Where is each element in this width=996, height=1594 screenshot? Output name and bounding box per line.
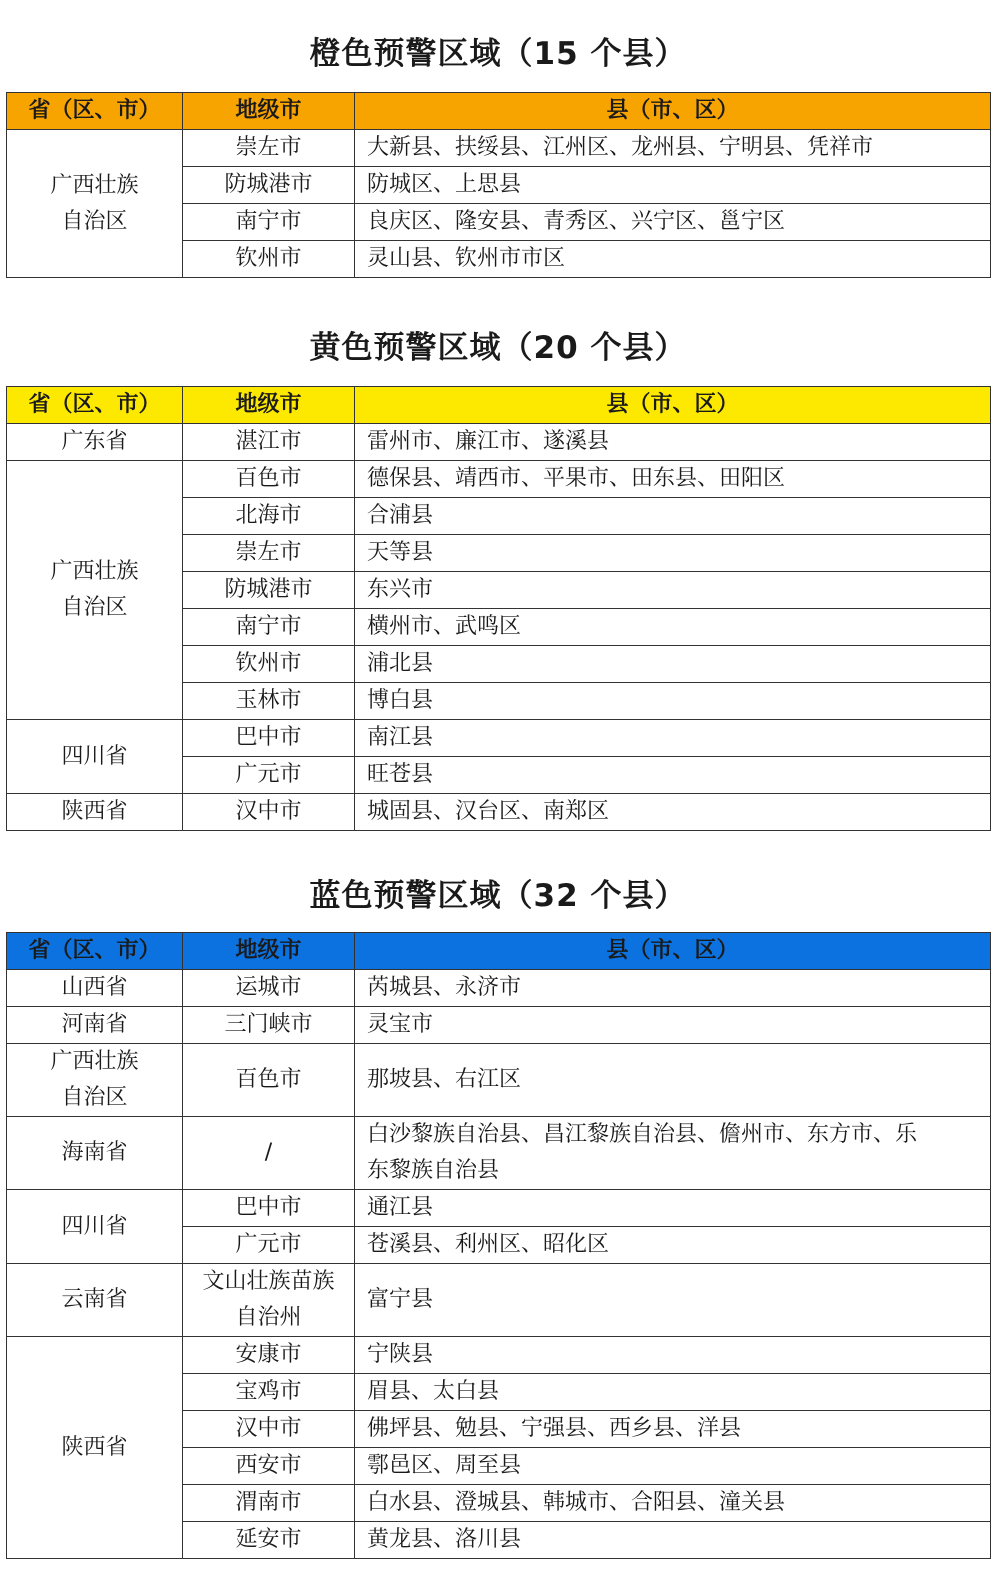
county-cell: 眉县、太白县 — [355, 1374, 991, 1411]
table-row — [7, 130, 991, 167]
city-cell: 巴中市 — [183, 1190, 355, 1227]
city-cell: 湛江市 — [183, 424, 355, 461]
city-cell: 延安市 — [183, 1522, 355, 1559]
city-cell: 南宁市 — [183, 204, 355, 241]
city-cell: 西安市 — [183, 1448, 355, 1485]
county-cell: 灵山县、钦州市市区 — [355, 241, 991, 278]
table-row — [7, 794, 991, 831]
table-row — [7, 461, 991, 498]
county-cell: 合浦县 — [355, 498, 991, 535]
county-cell: 黄龙县、洛川县 — [355, 1522, 991, 1559]
city-cell: 百色市 — [183, 461, 355, 498]
city-cell: 宝鸡市 — [183, 1374, 355, 1411]
city-cell: 运城市 — [183, 970, 355, 1007]
blue-section-title: 蓝色预警区域（32 个县） — [309, 878, 687, 914]
city-cell: 三门峡市 — [183, 1007, 355, 1044]
province-cell: 山西省 — [7, 970, 183, 1007]
table-row — [7, 424, 991, 461]
orange-warning-table — [6, 92, 991, 278]
city-cell: 百色市 — [183, 1044, 355, 1117]
province-cell: 陕西省 — [7, 794, 183, 831]
city-cell: 安康市 — [183, 1337, 355, 1374]
header-county: 县（市、区） — [355, 387, 991, 424]
county-cell: 天等县 — [355, 535, 991, 572]
county-cell: 德保县、靖西市、平果市、田东县、田阳区 — [355, 461, 991, 498]
table-row — [7, 720, 991, 757]
county-cell: 富宁县 — [355, 1264, 991, 1337]
table-row — [7, 1044, 991, 1117]
table-row — [7, 970, 991, 1007]
county-cell: 横州市、武鸣区 — [355, 609, 991, 646]
city-cell — [183, 1264, 355, 1337]
county-cell: 良庆区、隆安县、青秀区、兴宁区、邕宁区 — [355, 204, 991, 241]
county-cell: 鄠邑区、周至县 — [355, 1448, 991, 1485]
blue-warning-table — [6, 932, 991, 1559]
city-cell: 渭南市 — [183, 1485, 355, 1522]
city-cell: 玉林市 — [183, 683, 355, 720]
county-cell: 城固县、汉台区、南郑区 — [355, 794, 991, 831]
table-row — [7, 1007, 991, 1044]
table-row — [7, 1190, 991, 1227]
county-cell: 防城区、上思县 — [355, 167, 991, 204]
city-cell: 南宁市 — [183, 609, 355, 646]
county-cell: 旺苍县 — [355, 757, 991, 794]
table-row — [7, 1337, 991, 1374]
table-row — [7, 1264, 991, 1337]
yellow-section-title: 黄色预警区域（20 个县） — [309, 330, 687, 366]
province-cell: 广东省 — [7, 424, 183, 461]
table-header-row — [7, 93, 991, 130]
city-cell: 汉中市 — [183, 1411, 355, 1448]
orange-section-title: 橙色预警区域（15 个县） — [309, 36, 687, 72]
province-label: 广西壮族自治区 — [50, 1049, 139, 1110]
table-row — [7, 1117, 991, 1190]
header-city: 地级市 — [183, 387, 355, 424]
county-cell: 灵宝市 — [355, 1007, 991, 1044]
province-label: 广西壮族自治区 — [50, 559, 139, 620]
county-cell: 佛坪县、勉县、宁强县、西乡县、洋县 — [355, 1411, 991, 1448]
county-cell: 那坡县、右江区 — [355, 1044, 991, 1117]
header-city: 地级市 — [183, 93, 355, 130]
header-city: 地级市 — [183, 933, 355, 970]
header-province: 省（区、市） — [7, 93, 183, 130]
city-cell: 巴中市 — [183, 720, 355, 757]
city-cell: 防城港市 — [183, 167, 355, 204]
table-header-row — [7, 933, 991, 970]
province-cell — [7, 461, 183, 720]
province-cell: 四川省 — [7, 720, 183, 794]
county-cell: 芮城县、永济市 — [355, 970, 991, 1007]
yellow-warning-table — [6, 386, 991, 831]
province-label: 广西壮族自治区 — [50, 172, 139, 234]
province-cell: 云南省 — [7, 1264, 183, 1337]
city-label: 文山壮族苗族自治州 — [202, 1269, 335, 1330]
city-cell: 广元市 — [183, 1227, 355, 1264]
province-cell — [7, 1044, 183, 1117]
city-cell: 防城港市 — [183, 572, 355, 609]
city-cell: 崇左市 — [183, 535, 355, 572]
header-province: 省（区、市） — [7, 387, 183, 424]
county-cell: 浦北县 — [355, 646, 991, 683]
header-county: 县（市、区） — [355, 93, 991, 130]
header-county: 县（市、区） — [355, 933, 991, 970]
county-cell: 博白县 — [355, 683, 991, 720]
header-province: 省（区、市） — [7, 933, 183, 970]
county-cell: 雷州市、廉江市、遂溪县 — [355, 424, 991, 461]
county-cell — [355, 1117, 991, 1190]
county-label: 白沙黎族自治县、昌江黎族自治县、儋州市、东方市、乐东黎族自治县 — [367, 1122, 918, 1183]
city-cell: 崇左市 — [183, 130, 355, 167]
city-cell: 钦州市 — [183, 646, 355, 683]
county-cell: 苍溪县、利州区、昭化区 — [355, 1227, 991, 1264]
province-cell: 四川省 — [7, 1190, 183, 1264]
city-cell: 钦州市 — [183, 241, 355, 278]
province-cell: 河南省 — [7, 1007, 183, 1044]
city-cell: 汉中市 — [183, 794, 355, 831]
county-cell: 宁陕县 — [355, 1337, 991, 1374]
table-header-row — [7, 387, 991, 424]
county-cell: 南江县 — [355, 720, 991, 757]
county-cell: 通江县 — [355, 1190, 991, 1227]
province-cell: 陕西省 — [7, 1337, 183, 1559]
city-cell: / — [183, 1117, 355, 1190]
city-cell: 北海市 — [183, 498, 355, 535]
county-cell: 白水县、澄城县、韩城市、合阳县、潼关县 — [355, 1485, 991, 1522]
city-cell: 广元市 — [183, 757, 355, 794]
county-cell: 大新县、扶绥县、江州区、龙州县、宁明县、凭祥市 — [355, 130, 991, 167]
province-cell — [7, 130, 183, 278]
county-cell: 东兴市 — [355, 572, 991, 609]
province-cell: 海南省 — [7, 1117, 183, 1190]
